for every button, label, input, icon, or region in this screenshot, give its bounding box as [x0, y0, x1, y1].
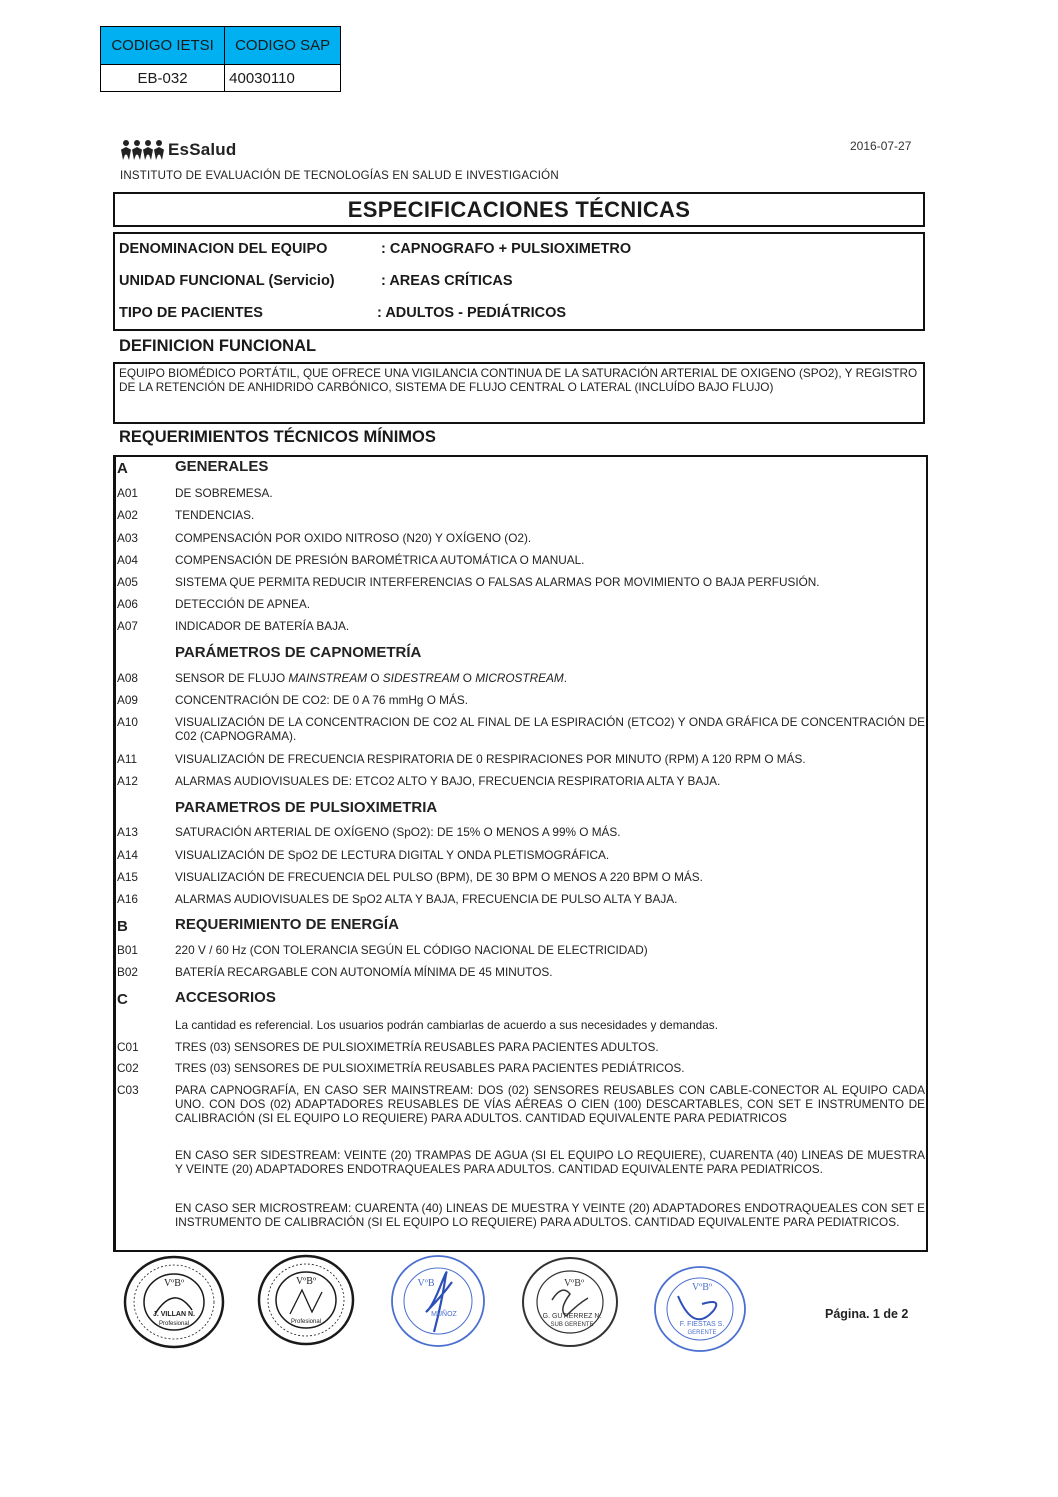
stamp-seal: [386, 1252, 490, 1350]
req-text: EN CASO SER SIDESTREAM: VEINTE (20) TRAMPAS DE AGUA (SI EL EQUIPO LO REQUIERE), CUARENTA (40) LINEAS DE MUESTRA Y VEINTE (20) ADAPTADORES ENDOTRAQUEALES PARA ADULTOS. CANTIDAD EQUIVALENTE PARA PEDIATRICOS.: [175, 1148, 925, 1176]
req-text: SENSOR DE FLUJO MAINSTREAM O SIDESTREAM O MICROSTREAM.: [175, 671, 567, 685]
req-code: A14: [117, 848, 138, 862]
stamp-vb: VºBº: [691, 1282, 713, 1293]
req-code: C01: [117, 1040, 139, 1054]
page-number: Página. 1 de 2: [825, 1307, 909, 1321]
req-text: PARA CAPNOGRAFÍA, EN CASO SER MAINSTREAM: DOS (02) SENSORES REUSABLES CON CABLE-CONECTOR AL EQUIPO CADA UNO. CON DOS (02) ADAPTADORES REUSABLES DE VÍAS AÉREAS O CIEN (100) DESCARTABLES, CON SET E INSTRUMENTO DE CALIBRACIÓN (SI EL EQUIPO LO REQUIERE) PARA ADULTOS. CANTIDAD EQUIVALENTE PARA PEDIATRICOS: [175, 1083, 925, 1125]
req-code: A10: [117, 715, 138, 729]
tipo-value: : ADULTOS - PEDIÁTRICOS: [377, 305, 567, 321]
codigo-sap-header: CODIGO SAP: [225, 27, 341, 65]
req-code: A13: [117, 825, 138, 839]
definicion-heading: DEFINICION FUNCIONAL: [119, 337, 317, 355]
group-label: ACCESORIOS: [175, 989, 276, 1006]
req-code: A04: [117, 553, 138, 567]
req-text: ALARMAS AUDIOVISUALES DE: ETCO2 ALTO Y BAJO, FRECUENCIA RESPIRATORIA ALTA Y BAJA.: [175, 774, 721, 788]
req-code: A08: [117, 671, 138, 685]
stamp-seal: [254, 1252, 358, 1348]
req-code: A15: [117, 870, 138, 884]
stamp-name: G. GUTIERREZ N.: [542, 1313, 602, 1320]
subsection-label: PARAMETROS DE PULSIOXIMETRIA: [175, 799, 438, 816]
req-text: VISUALIZACIÓN DE LA CONCENTRACION DE CO2 AL FINAL DE LA ESPIRACIÓN (ETCO2) Y ONDA GRÁFICA DE CONCENTRACIÓN DE C02 (CAPNOGRAMA).: [175, 715, 925, 743]
note-text: La cantidad es referencial. Los usuarios podrán cambiarlas de acuerdo a sus necesidades y demandas.: [175, 1018, 718, 1032]
stamp-vb: VºB: [417, 1278, 435, 1289]
denominacion-label: DENOMINACION DEL EQUIPO: [119, 241, 328, 257]
stamp-seal: [650, 1264, 750, 1354]
req-text: DETECCIÓN DE APNEA.: [175, 597, 311, 611]
req-text: EN CASO SER MICROSTREAM: CUARENTA (40) LINEAS DE MUESTRA Y VEINTE (20) ADAPTADORES ENDOTRAQUEALES CON SET E INSTRUMENTO DE CALIBRACIÓN (SI EL EQUIPO LO REQUIERE) PARA ADULTOS. CANTIDAD EQUIVALENTE PARA PEDIATRICOS.: [175, 1201, 925, 1229]
req-text: ALARMAS AUDIOVISUALES DE SpO2 ALTA Y BAJA, FRECUENCIA DE PULSO ALTA Y BAJA.: [175, 892, 678, 906]
unidad-label: UNIDAD FUNCIONAL (Servicio): [119, 273, 335, 289]
req-text: VISUALIZACIÓN DE FRECUENCIA RESPIRATORIA DE 0 RESPIRACIONES POR MINUTO (RPM) A 120 RPM O MÁS.: [175, 752, 806, 766]
req-code: A03: [117, 531, 138, 545]
definicion-text: EQUIPO BIOMÉDICO PORTÁTIL, QUE OFRECE UNA VIGILANCIA CONTINUA DE LA SATURACIÓN ARTERIAL DE OXIGENO (SPO2), Y REGISTRO DE LA RETENCIÓN DE ANHIDRIDO CARBÓNICO, SISTEMA DE FLUJO CENTRAL O LATERAL (INCLUÍDO BAJO FLUJO): [119, 366, 918, 394]
stamp-name: F. FIESTAS S.: [679, 1321, 725, 1328]
requerimientos-heading: REQUERIMIENTOS TÉCNICOS MÍNIMOS: [119, 428, 436, 446]
req-text: COMPENSACIÓN POR OXIDO NITROSO (N20) Y OXÍGENO (O2).: [175, 531, 532, 545]
req-code: A01: [117, 486, 138, 500]
req-code: B01: [117, 943, 138, 957]
group-code: C: [117, 991, 128, 1008]
req-code: C02: [117, 1061, 139, 1075]
req-text: DE SOBREMESA.: [175, 486, 273, 500]
req-text: VISUALIZACIÓN DE FRECUENCIA DEL PULSO (BPM), DE 30 BPM O MENOS A 220 BPM O MÁS.: [175, 870, 703, 884]
equipment-info-box: [113, 232, 925, 331]
tipo-row: [119, 305, 567, 321]
req-code: B02: [117, 965, 138, 979]
req-text: 220 V / 60 Hz (CON TOLERANCIA SEGÚN EL CÓDIGO NACIONAL DE ELECTRICIDAD): [175, 943, 648, 957]
stamp-role: Profesional: [290, 1319, 322, 1325]
institute-name: INSTITUTO DE EVALUACIÓN DE TECNOLOGÍAS EN SALUD E INVESTIGACIÓN: [120, 170, 559, 182]
page-title: ESPECIFICACIONES TÉCNICAS: [347, 197, 691, 222]
essalud-logo: [120, 140, 236, 160]
req-text: SATURACIÓN ARTERIAL DE OXÍGENO (SpO2): DE 15% O MENOS A 99% O MÁS.: [175, 825, 621, 839]
codigo-ietsi-value: EB-032: [101, 65, 225, 92]
req-text: BATERÍA RECARGABLE CON AUTONOMÍA MÍNIMA DE 45 MINUTOS.: [175, 965, 553, 979]
req-text: SISTEMA QUE PERMITA REDUCIR INTERFERENCIAS O FALSAS ALARMAS POR MOVIMIENTO O BAJA PERFUSIÓN.: [175, 575, 820, 589]
tipo-label: TIPO DE PACIENTES: [119, 305, 263, 321]
req-code: C03: [117, 1083, 139, 1097]
req-text: TRES (03) SENSORES DE PULSIOXIMETRÍA REUSABLES PARA PACIENTES ADULTOS.: [175, 1040, 659, 1054]
title-box: [113, 192, 925, 227]
stamp-seal: [518, 1254, 622, 1350]
req-text: TENDENCIAS.: [175, 508, 255, 522]
document-date: 2016-07-27: [850, 139, 912, 153]
denominacion-row: [119, 241, 632, 257]
stamp-vb: VºBº: [563, 1278, 585, 1289]
denominacion-value: : CAPNOGRAFO + PULSIOXIMETRO: [381, 241, 632, 257]
group-label: REQUERIMIENTO DE ENERGÍA: [175, 916, 399, 933]
stamp-role: SUB GERENTE: [550, 1322, 594, 1328]
req-text: INDICADOR DE BATERÍA BAJA.: [175, 619, 350, 633]
codigo-sap-value: 40030110: [225, 65, 341, 92]
people-icon: [120, 140, 164, 160]
unidad-value: : AREAS CRÍTICAS: [381, 273, 513, 289]
group-code: B: [117, 918, 128, 935]
codigo-ietsi-header: CODIGO IETSI: [101, 27, 225, 65]
req-code: A06: [117, 597, 138, 611]
req-code: A12: [117, 774, 138, 788]
req-text: TRES (03) SENSORES DE PULSIOXIMETRÍA REUSABLES PARA PACIENTES PEDIÁTRICOS.: [175, 1061, 685, 1075]
stamp-name: J. VILLAN N.: [152, 1311, 196, 1318]
subsection-label: PARÁMETROS DE CAPNOMETRÍA: [175, 644, 422, 661]
stamp-role: GERENTE: [687, 1330, 717, 1336]
req-text: COMPENSACIÓN DE PRESIÓN BAROMÉTRICA AUTOMÁTICA O MANUAL.: [175, 553, 585, 567]
req-code: A05: [117, 575, 138, 589]
stamp-seal: [122, 1254, 226, 1350]
group-label: GENERALES: [175, 458, 269, 475]
group-code: A: [117, 460, 128, 477]
definicion-box: [113, 362, 925, 424]
req-code: A02: [117, 508, 138, 522]
stamp-vb: VºBº: [163, 1278, 185, 1289]
stamp-name: MUÑOZ: [431, 1311, 457, 1318]
req-code: A16: [117, 892, 138, 906]
req-text: CONCENTRACIÓN DE CO2: DE 0 A 76 mmHg O MÁS.: [175, 693, 469, 707]
req-code: A07: [117, 619, 138, 633]
unidad-row: [119, 273, 513, 289]
codes-table: [100, 26, 341, 92]
logo-text: EsSalud: [168, 140, 237, 159]
req-text: VISUALIZACIÓN DE SpO2 DE LECTURA DIGITAL Y ONDA PLETISMOGRÁFICA.: [175, 848, 610, 862]
approval-stamps: [118, 1252, 758, 1352]
stamp-vb: VºBº: [295, 1276, 317, 1287]
req-code: A11: [117, 752, 138, 766]
req-code: A09: [117, 693, 138, 707]
stamp-role: Profesional: [158, 1321, 190, 1327]
